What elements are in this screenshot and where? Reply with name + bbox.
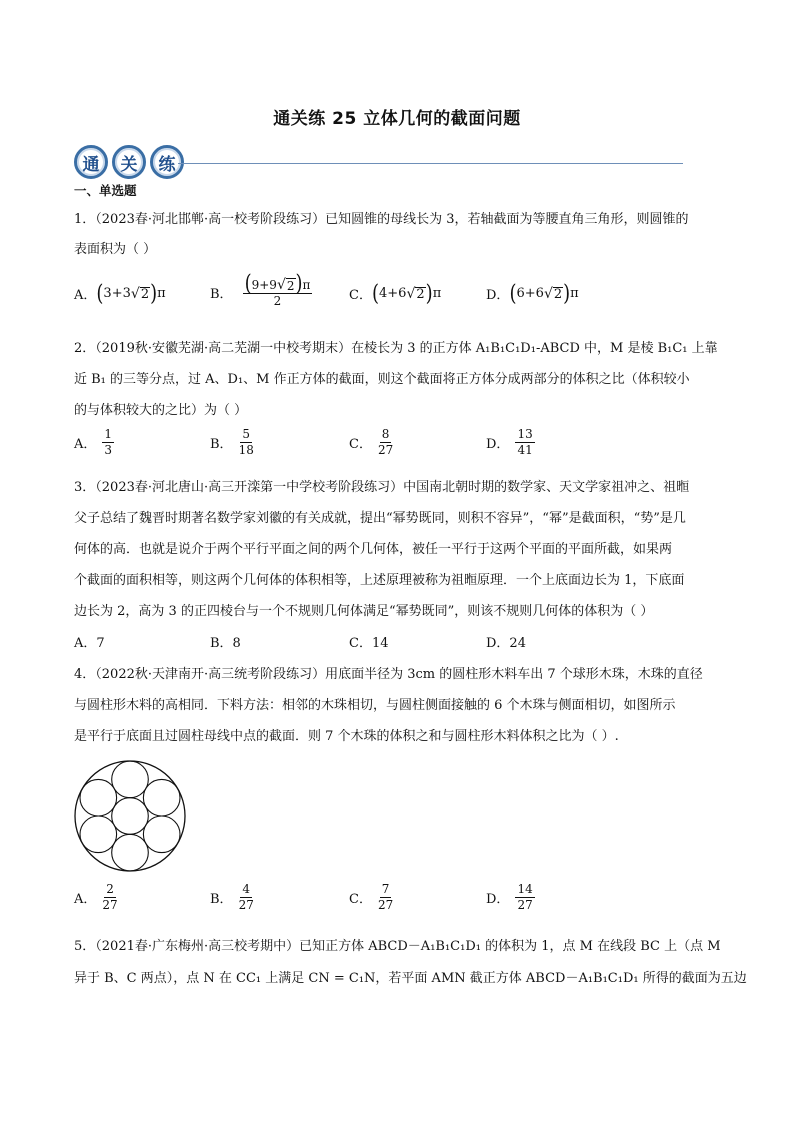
q1-c-rad: 2 [416,286,425,302]
q4-option-b [210,882,254,913]
q1-c-pi: π [432,286,442,301]
q1-d-pi: π [570,286,579,301]
q5-line-2: 异于 B、C 两点），点 N 在 CC₁ 上满足 CN = C₁N，若平面 AMN 截正方体 ABCD－A₁B₁C₁D₁ 所得的截面为五边 [74,971,747,986]
q4-line-1: 4．（2022秋·天津南开·高三统考阶段练习）用底面半径为 3cm 的圆柱形木料车出 7 个球形木珠，木珠的直径 [74,667,703,682]
q1-option-b-label: B． [210,287,233,302]
q2-c-num: 8 [381,427,390,441]
q1-a-term1: 3 [103,286,112,301]
q4-option-d-label: D． [486,892,510,907]
logo-char-2: 关 [112,145,146,179]
bead-4 [112,834,149,871]
bead-5 [80,816,117,853]
q3-line-3: 何体的高．也就是说介于两个平行平面之间的两个几何体，被任一平行于这两个平面的平面所截，如果两 [74,542,673,557]
header-divider [178,163,683,164]
q3-option-c: C．14 [349,636,389,651]
q1-a-rad: 2 [140,286,150,302]
q2-option-c-label: C． [349,437,372,452]
q3-line-4: 个截面的面积相等，则这两个几何体的体积相等，上述原理被称为祖暅原理．一个上底面边长为 1，下底面 [74,573,685,588]
q4-c-num: 7 [381,882,390,896]
q4-line-3: 是平行于底面且过圆柱母线中点的截面．则 7 个木珠的体积之和与圆柱形木料体积之比为（ ）. [74,729,619,744]
q3-option-a: A．7 [74,636,105,651]
q4-c-den: 27 [377,898,394,912]
q2-option-d [486,427,535,458]
q2-option-b-label: B． [210,437,233,452]
bead-6 [80,779,117,816]
q1-c-term1: 4 [378,286,388,301]
q3-option-d: D．24 [486,636,526,651]
q4-option-b-label: B． [210,892,233,907]
q1-option-a: A． ( 3 + 3 √ 2 ) π [74,280,166,307]
q2-a-den: 3 [104,443,113,457]
q4-figure-circles [72,758,188,874]
q4-a-num: 2 [106,882,114,896]
q1-option-c: C． ( 4 + 6 √ 2 ) π [349,280,442,307]
bead-2 [143,779,180,816]
q1-line-1: 1．（2023春·河北邯郸·高一校考阶段练习）已知圆锥的母线长为 3，若轴截面为等腰直角三角形，则圆锥的 [74,212,689,227]
bead-3 [143,816,180,853]
q3-line-2: 父子总结了魏晋时期著名数学家刘徽的有关成就，提出“幂势既同，则积不容异”，“幂”是截面积，“势”是几 [74,511,686,526]
q4-option-a-label: A． [74,892,97,907]
q2-d-den: 41 [517,443,533,457]
center-bead [112,798,149,835]
q2-option-d-label: D． [486,437,510,452]
q3-option-b: B．8 [210,636,241,651]
q2-b-num: 5 [242,427,251,441]
q1-b-den: 2 [273,294,282,308]
q2-option-b [210,427,254,458]
q4-b-num: 4 [242,882,251,896]
q2-b-den: 18 [238,443,254,457]
q4-option-c-label: C． [349,892,372,907]
q1-option-a-label: A． [74,288,97,303]
outer-circle [75,761,185,871]
logo-char-1: 通 [74,145,108,179]
q2-c-den: 27 [377,443,394,457]
bead-1 [112,761,149,798]
q1-option-d-label: D． [486,288,510,303]
q1-option-b: B． (9+9 √ 2 )π 2 [210,270,311,308]
q4-line-2: 与圆柱形木料的高相同．下料方法：相邻的木珠相切，与圆柱侧面接触的 6 个木珠与侧面相切，如图所示 [74,698,676,713]
q1-d-term1: 6 [516,286,525,301]
q2-a-num: 1 [104,427,113,441]
q2-option-c [349,427,393,458]
q1-b-rad: 2 [286,279,295,293]
q1-a-term2: 3 [122,286,131,301]
q4-option-a [74,882,118,913]
q1-c-term2: 6 [398,286,407,301]
q2-line-3: 的与体积较大的之比）为（ ） [74,403,248,418]
q4-option-d [486,882,535,913]
q4-a-den: 27 [102,898,118,912]
q1-d-rad: 2 [553,286,563,302]
page-title: 通关练 25 立体几何的截面问题 [273,109,521,129]
logo-char-3: 练 [150,145,184,179]
q4-d-num: 14 [517,882,533,896]
q5-line-1: 5．（2021春·广东梅州·高三校考期中）已知正方体 ABCD－A₁B₁C₁D₁ 的体积为 1，点 M 在线段 BC 上（点 M [74,939,721,954]
q2-line-1: 2．（2019秋·安徽芜湖·高二芜湖一中校考期末）在棱长为 3 的正方体 A₁B₁C₁D₁-ABCD 中，M 是棱 B₁C₁ 上靠 [74,341,718,356]
q2-option-a [74,427,114,458]
q1-option-c-label: C． [349,288,372,303]
q3-line-1: 3．（2023春·河北唐山·高三开滦第一中学校考阶段练习）中国南北朝时期的数学家、天文学家祖冲之、祖暅 [74,480,690,495]
q4-b-den: 27 [238,898,254,912]
q3-line-5: 边长为 2，高为 3 的正四棱台与一个不规则几何体满足“幂势既同”，则该不规则几何体的体积为（ ） [74,604,654,619]
q2-line-2: 近 B₁ 的三等分点，过 A、D₁、M 作正方体的截面，则这个截面将正方体分成两部分的体积之比（体积较小 [74,372,690,387]
q1-b-term1: 9 [251,278,260,292]
q1-line-2: 表面积为（ ） [74,242,157,257]
section-heading: 一、单选题 [74,183,137,198]
q1-d-term2: 6 [535,286,544,301]
q1-b-pi: π [302,278,311,292]
q4-d-den: 27 [517,898,533,912]
q1-a-pi: π [157,286,166,301]
q2-d-num: 13 [517,427,533,441]
q4-option-c [349,882,393,913]
q2-option-a-label: A． [74,437,97,452]
q1-b-term2: 9 [269,278,277,292]
logo [74,145,184,179]
q1-option-d: D． ( 6 + 6 √ 2 ) π [486,280,579,307]
